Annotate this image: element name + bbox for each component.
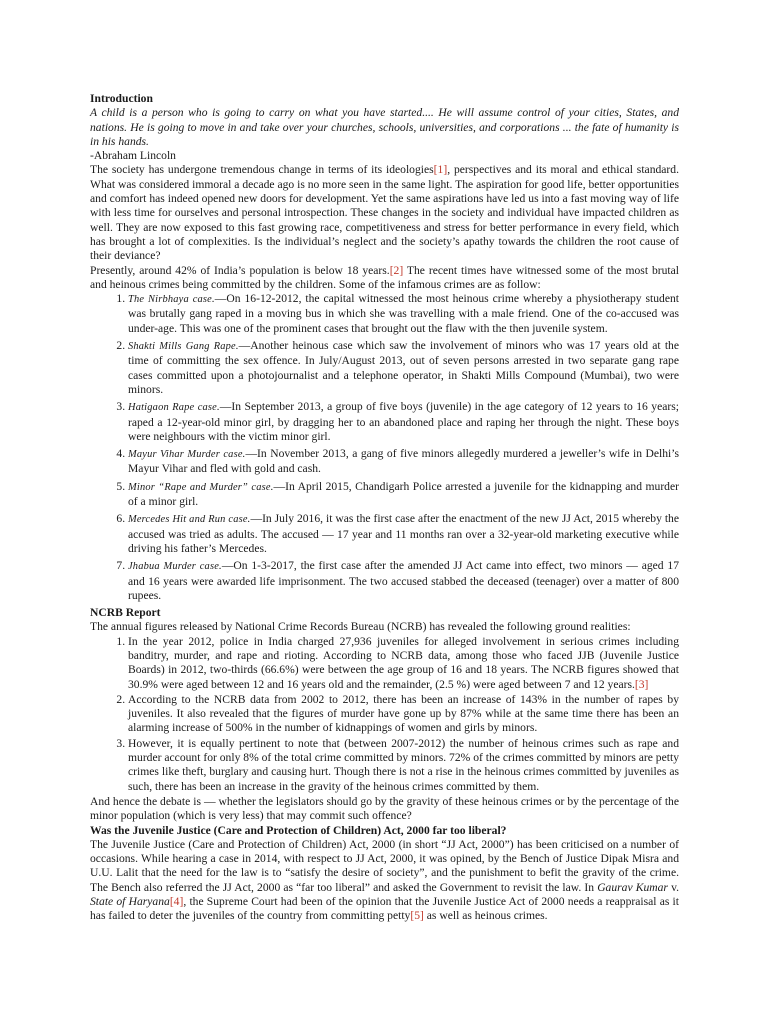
- paragraph-text: , the Supreme Court had been of the opinion that the Juvenile Justice Act of 2000 needs a reappraisal as it has failed to deter the juveniles of the country from committing petty: [90, 895, 679, 923]
- case-name: Minor “Rape and Murder” case.: [128, 481, 274, 493]
- case-description: —In April 2015, Chandigarh Police arrested a juvenile for the kidnapping and murder of a minor girl.: [128, 479, 679, 509]
- footnote-ref-1[interactable]: [1]: [433, 163, 448, 177]
- list-item-finding: [128, 737, 679, 794]
- list-item-finding: [128, 693, 679, 736]
- list-item-case: [128, 559, 679, 603]
- list-item-case: [128, 339, 679, 397]
- case-description: —Another heinous case which saw the involvement of minors who was 17 years old at the time of committing the sex offence. In July/August 2013, out of seven persons arrested in two separate gang rape cases committed upon a photojournalist and a telephone operator, in Shakti Mills Compound (Mumbai), two were minors.: [128, 339, 679, 396]
- section-heading-introduction: Introduction: [90, 92, 153, 105]
- finding-text: In the year 2012, police in India charged 27,936 juveniles for alleged involvement in serious crimes including banditry, murder, and rape and rioting. According to NCRB data, among those who faced JJB (Juvenile Justice Boards) in 2012, two-thirds (66.6%) were between the age group of 16 and 18 years. The NCRB figures showed that 30.9% were aged between 12 and 16 years old and the remainder, (2.5 %) were aged between 7 and 12 years.: [128, 634, 679, 691]
- case-description: —On 1-3-2017, the first case after the amended JJ Act came into effect, two minors — aged 17 and 16 years were awarded life imprisonment. The two accused stabbed the deceased (teenager) over a matter of 800 rupees.: [128, 559, 679, 602]
- paragraph-text: as well as heinous crimes.: [423, 909, 548, 923]
- list-item-case: [128, 447, 679, 477]
- paragraph-text: Presently, around 42% of India’s population is below 18 years.: [90, 263, 390, 277]
- versus-text: v.: [667, 880, 680, 894]
- case-description: —On 16-12-2012, the capital witnessed the most heinous crime whereby a physiotherapy student was brutally gang raped in a moving bus in which she was travelling with a male friend. One of the co-accused was under-age. This was one of the prominent cases that brought out the flaw with the then juvenile system.: [128, 292, 679, 335]
- paragraph-text: The society has undergone tremendous change in terms of its ideologies: [90, 163, 434, 177]
- finding-text: However, it is equally pertinent to note that (between 2007-2012) the number of heinous crimes such as rape and murder account for only 8% of the total crime committed by minors. 72% of the crimes committed by minors are petty crimes like theft, burglary and causing hurt. Though there is not a rise in the heinous crimes committed by juveniles as such, there has been an increase in the gravity of the heinous crimes committed by them.: [128, 736, 679, 793]
- footnote-ref-5[interactable]: [5]: [410, 909, 424, 923]
- quote-attribution: -Abraham Lincoln: [90, 149, 176, 163]
- list-item-case: [128, 480, 679, 510]
- finding-text: According to the NCRB data from 2002 to 2012, there has been an increase of 143% in the number of rapes by juveniles. It also revealed that the figures of murder have gone up by 87% while at the same time there has been an alarming increase of 500% in the number of kidnappings of women and girls by minors.: [128, 692, 679, 735]
- population-paragraph: [90, 264, 679, 293]
- case-citation-party: State of Haryana: [90, 895, 170, 909]
- footnote-ref-4[interactable]: [4]: [169, 895, 184, 909]
- intro-paragraph: [90, 163, 679, 263]
- case-name: Mayur Vihar Murder case.: [128, 449, 246, 461]
- section-heading-jj-act: Was the Juvenile Justice (Care and Protection of Children) Act, 2000 far too liberal?: [90, 823, 507, 837]
- jj-act-paragraph: [90, 838, 679, 924]
- quote-text-end: humanity is in his hands.: [90, 120, 679, 148]
- case-description: —In July 2016, it was the first case after the enactment of the new JJ Act, 2015 whereby the accused was tried as adults. The accused — 17 year and 11 months ran over a 32-year-old marketing executive while driving his father’s Mercedes.: [128, 512, 679, 555]
- paragraph-text: , perspectives and its moral and ethical standard. What was considered immoral a decade ago is no more seen in the same light. The aspiration for good life, better opportunities and comfort has indeed opened new doors for development. Yet the same aspirations have led us into a fast moving way of life with less time for ourselves and personal introspection. These changes in the society and individual have impacted children as well. They are now exposed to this fast growing race, competitiveness and stress for better performance in every field, which has brought a lot of complexities. Is the individual’s neglect and the society’s apathy towards the children the root cause of their deviance?: [90, 163, 679, 263]
- lincoln-quote: [90, 106, 679, 149]
- debate-paragraph: And hence the debate is — whether the legislators should go by the gravity of these heinous crimes or by the percentage of the minor population (which is very less) that may commit such offence?: [90, 794, 679, 823]
- list-item-case: [128, 400, 679, 444]
- infamous-cases-list: [90, 292, 679, 603]
- case-description: —In November 2013, a gang of five minors allegedly murdered a jeweller’s wife in Delhi’s Mayur Vihar and fled with gold and cash.: [128, 447, 679, 476]
- case-name: Jhabua Murder case.: [128, 561, 222, 573]
- case-name: Hatigaon Rape case.: [128, 402, 220, 414]
- case-name: Mercedes Hit and Run case.: [128, 514, 251, 526]
- ncrb-intro: The annual figures released by National Crime Records Bureau (NCRB) has revealed the following ground realities:: [90, 620, 631, 634]
- paragraph-text: The Juvenile Justice (Care and Protection of Children) Act, 2000 (in short “JJ Act, 2000”) has been criticised on a number of occasions. While hearing a case in 2014, with respect to JJ Act, 2000, it was opined, by the Bench of Justice Dipak Misra and U.U. Lalit that the need for the law is to “satisfy the desire of society”, and the punishment to befit the gravity of the crime. The Bench also referred the JJ Act, 2000 as “far too liberal” and asked the Government to revisit the law. In: [90, 837, 679, 894]
- list-item-case: [128, 292, 679, 336]
- section-heading-ncrb: NCRB Report: [90, 606, 161, 620]
- case-citation-party: Gaurav Kumar: [597, 880, 668, 894]
- footnote-ref-3[interactable]: [3]: [634, 677, 649, 691]
- case-name: The Nirbhaya case.: [128, 294, 215, 306]
- list-item-finding: [128, 635, 679, 692]
- document-page: [90, 92, 679, 924]
- case-description: —In September 2013, a group of five boys (juvenile) in the age category of 12 years to 16 years; raped a 12-year-old minor girl, by dragging her to an abandoned place and raping her through the night. These boys were neighbours with the victim minor girl.: [128, 400, 679, 443]
- ncrb-findings-list: [90, 635, 679, 794]
- footnote-ref-2[interactable]: [2]: [389, 263, 404, 277]
- paragraph-text: The recent times have witnessed some of the most brutal and heinous crimes being committed by the children. Some of the infamous crimes are as follow:: [90, 263, 679, 291]
- case-name: Shakti Mills Gang Rape.: [128, 341, 239, 353]
- quote-text: A child is a person who is going to carry on what you have started.... He will assume control of your cities, States, and nations. He is going to move in and take over your churches, schools, universities, and corporations ... the fate of: [90, 106, 679, 134]
- list-item-case: [128, 512, 679, 556]
